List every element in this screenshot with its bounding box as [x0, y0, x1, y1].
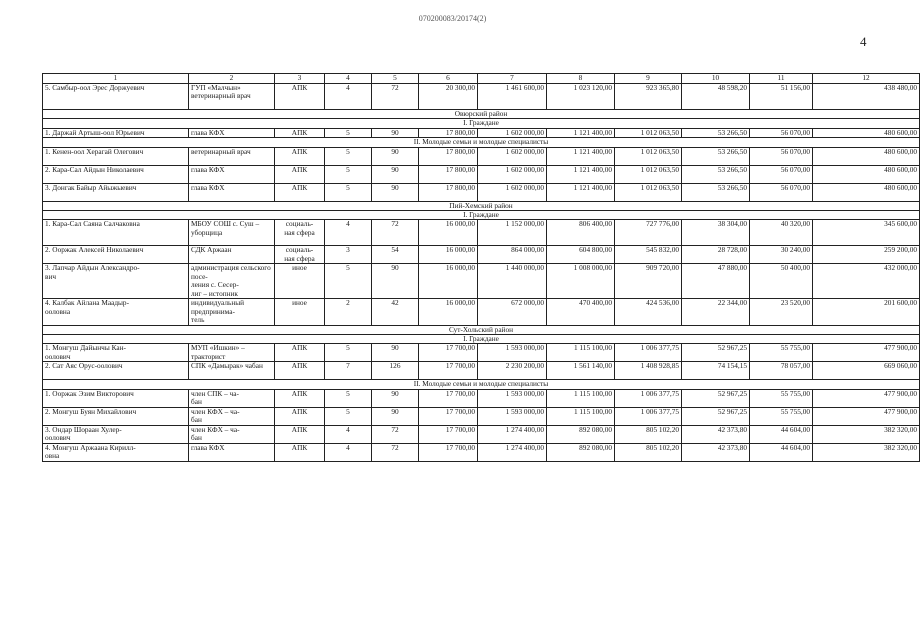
subsidy-local-cell: 51 156,00 [750, 84, 813, 110]
workplace-position-cell: администрация сельского посе- ления с. Сесер- лиг – истопник [189, 264, 275, 299]
cost-per-sqm-cell: 17 700,00 [419, 389, 478, 407]
section-heading-row [43, 119, 920, 128]
subsidy-budget-share-cell: 424 536,00 [615, 299, 682, 325]
column-number-6: 6 [419, 74, 478, 84]
area-sqm-cell: 90 [372, 264, 419, 299]
subsidy-regional-cell: 42 373,80 [682, 425, 750, 443]
subsidy-federal-cell: 1 115 100,00 [547, 407, 615, 425]
column-number-4: 4 [325, 74, 372, 84]
cost-per-sqm-cell: 17 700,00 [419, 425, 478, 443]
subsidy-local-cell: 55 755,00 [750, 344, 813, 362]
document-code: 070200083/20174(2) [418, 14, 487, 23]
workplace-position-cell: СДК Аржаан [189, 246, 275, 264]
family-members-cell: 4 [325, 220, 372, 246]
cost-per-sqm-cell: 17 700,00 [419, 344, 478, 362]
table-row [43, 389, 920, 407]
subsidy-federal-cell: 1 561 140,00 [547, 362, 615, 380]
table-row [43, 362, 920, 380]
subsidy-budget-share-cell: 1 012 063,50 [615, 147, 682, 165]
column-number-3: 3 [275, 74, 325, 84]
subsidy-regional-cell: 47 880,00 [682, 264, 750, 299]
subsidy-federal-cell: 892 080,00 [547, 443, 615, 461]
own-funds-cell: 480 600,00 [813, 147, 920, 165]
section-heading-row [43, 380, 920, 389]
subsidy-local-cell: 44 604,00 [750, 443, 813, 461]
subsidy-local-cell: 56 070,00 [750, 183, 813, 201]
subsidy-budget-share-cell: 1 408 928,85 [615, 362, 682, 380]
subsidy-budget-share-cell: 805 102,20 [615, 443, 682, 461]
subsidy-federal-cell: 1 008 000,00 [547, 264, 615, 299]
subsidy-regional-cell: 52 967,25 [682, 344, 750, 362]
register-table [42, 73, 920, 462]
cost-per-sqm-cell: 17 800,00 [419, 165, 478, 183]
subsidy-federal-cell: 1 115 100,00 [547, 344, 615, 362]
own-funds-cell: 480 600,00 [813, 165, 920, 183]
subsidy-budget-share-cell: 1 012 063,50 [615, 128, 682, 137]
cost-per-sqm-cell: 17 800,00 [419, 147, 478, 165]
area-sqm-cell: 72 [372, 220, 419, 246]
subsidy-local-cell: 50 400,00 [750, 264, 813, 299]
subsidy-budget-share-cell: 909 720,00 [615, 264, 682, 299]
cost-per-sqm-cell: 20 300,00 [419, 84, 478, 110]
total-cost-cell: 1 593 000,00 [478, 407, 547, 425]
subsidy-budget-share-cell: 1 006 377,75 [615, 344, 682, 362]
column-number-row [43, 74, 920, 84]
recipient-name-cell: 2. Кара-Сал Айдын Николаевич [43, 165, 189, 183]
area-sqm-cell: 54 [372, 246, 419, 264]
own-funds-cell: 669 060,00 [813, 362, 920, 380]
section-heading: Овюрский район [43, 110, 920, 119]
subsidy-local-cell: 56 070,00 [750, 147, 813, 165]
column-number-2: 2 [189, 74, 275, 84]
total-cost-cell: 2 230 200,00 [478, 362, 547, 380]
total-cost-cell: 1 152 000,00 [478, 220, 547, 246]
workplace-position-cell: МБОУ СОШ с. Суш – уборщица [189, 220, 275, 246]
total-cost-cell: 1 602 000,00 [478, 147, 547, 165]
column-number-7: 7 [478, 74, 547, 84]
subsidy-budget-share-cell: 727 776,00 [615, 220, 682, 246]
subsidy-regional-cell: 38 304,00 [682, 220, 750, 246]
subsidy-local-cell: 40 320,00 [750, 220, 813, 246]
subsidy-budget-share-cell: 805 102,20 [615, 425, 682, 443]
section-heading: I. Граждане [43, 335, 920, 344]
recipient-name-cell: 2. Ооржак Алексей Николаевич [43, 246, 189, 264]
recipient-name-cell: 3. Лапчар Айдын Александро- вич [43, 264, 189, 299]
section-heading-row [43, 138, 920, 147]
recipient-name-cell: 4. Калбак Айлана Маадыр- ооловна [43, 299, 189, 325]
subsidy-regional-cell: 22 344,00 [682, 299, 750, 325]
subsidy-federal-cell: 1 121 400,00 [547, 128, 615, 137]
cost-per-sqm-cell: 17 700,00 [419, 407, 478, 425]
subsidy-federal-cell: 892 080,00 [547, 425, 615, 443]
workplace-position-cell: глава КФХ [189, 128, 275, 137]
area-sqm-cell: 72 [372, 425, 419, 443]
own-funds-cell: 345 600,00 [813, 220, 920, 246]
page-number: 4 [860, 34, 867, 49]
subsidy-budget-share-cell: 923 365,80 [615, 84, 682, 110]
sector-cell: АПК [275, 84, 325, 110]
area-sqm-cell: 90 [372, 407, 419, 425]
sector-cell: АПК [275, 389, 325, 407]
cost-per-sqm-cell: 17 800,00 [419, 128, 478, 137]
cost-per-sqm-cell: 17 700,00 [419, 443, 478, 461]
workplace-position-cell: индивидуальный предпринима- тель [189, 299, 275, 325]
subsidy-budget-share-cell: 1 012 063,50 [615, 183, 682, 201]
total-cost-cell: 1 593 000,00 [478, 389, 547, 407]
area-sqm-cell: 90 [372, 128, 419, 137]
subsidy-local-cell: 55 755,00 [750, 389, 813, 407]
subsidy-budget-share-cell: 545 832,00 [615, 246, 682, 264]
workplace-position-cell: член СПК – ча- бан [189, 389, 275, 407]
total-cost-cell: 1 602 000,00 [478, 128, 547, 137]
subsidy-regional-cell: 53 266,50 [682, 128, 750, 137]
workplace-position-cell: глава КФХ [189, 165, 275, 183]
family-members-cell: 4 [325, 443, 372, 461]
family-members-cell: 5 [325, 407, 372, 425]
subsidy-local-cell: 30 240,00 [750, 246, 813, 264]
subsidy-regional-cell: 53 266,50 [682, 183, 750, 201]
sector-cell: АПК [275, 147, 325, 165]
workplace-position-cell: член КФХ – ча- бан [189, 407, 275, 425]
table-row [43, 344, 920, 362]
section-heading: II. Молодые семьи и молодые специалисты [43, 138, 920, 147]
area-sqm-cell: 42 [372, 299, 419, 325]
family-members-cell: 5 [325, 147, 372, 165]
sector-cell: АПК [275, 362, 325, 380]
column-number-10: 10 [682, 74, 750, 84]
recipient-name-cell: 4. Монгуш Аржаана Кирилл- овна [43, 443, 189, 461]
subsidy-federal-cell: 1 121 400,00 [547, 165, 615, 183]
family-members-cell: 5 [325, 389, 372, 407]
column-number-9: 9 [615, 74, 682, 84]
recipient-name-cell: 3. Ондар Шораан Хулер- оолович [43, 425, 189, 443]
cost-per-sqm-cell: 16 000,00 [419, 299, 478, 325]
recipient-name-cell: 5. Самбыр-оол Эрес Доржуевич [43, 84, 189, 110]
total-cost-cell: 1 593 000,00 [478, 344, 547, 362]
section-heading: Пий-Хемский район [43, 201, 920, 210]
total-cost-cell: 1 602 000,00 [478, 183, 547, 201]
subsidy-budget-share-cell: 1 006 377,75 [615, 389, 682, 407]
workplace-position-cell: член КФХ – ча- бан [189, 425, 275, 443]
cost-per-sqm-cell: 16 000,00 [419, 246, 478, 264]
sector-cell: социаль- ная сфера [275, 220, 325, 246]
section-heading: II. Молодые семьи и молодые специалисты [43, 380, 920, 389]
own-funds-cell: 480 600,00 [813, 183, 920, 201]
area-sqm-cell: 90 [372, 165, 419, 183]
subsidy-federal-cell: 1 121 400,00 [547, 147, 615, 165]
recipient-name-cell: 3. Донгак Байыр Айыжыевич [43, 183, 189, 201]
table-row [43, 220, 920, 246]
family-members-cell: 4 [325, 84, 372, 110]
sector-cell: АПК [275, 407, 325, 425]
table-row [43, 443, 920, 461]
family-members-cell: 4 [325, 425, 372, 443]
sector-cell: АПК [275, 344, 325, 362]
section-heading: Сут-Хольский район [43, 325, 920, 334]
workplace-position-cell: СПК «Дамырак» чабан [189, 362, 275, 380]
subsidy-regional-cell: 74 154,15 [682, 362, 750, 380]
recipient-name-cell: 2. Монгуш Буян Михайлович [43, 407, 189, 425]
recipient-name-cell: 1. Монгуш Дайынчы Кан- оолович [43, 344, 189, 362]
own-funds-cell: 480 600,00 [813, 128, 920, 137]
subsidy-regional-cell: 42 373,80 [682, 443, 750, 461]
recipient-name-cell: 1. Даржай Артыш-оол Юрьевич [43, 128, 189, 137]
workplace-position-cell: ГУП «Малчын» ветеринарный врач [189, 84, 275, 110]
total-cost-cell: 1 274 400,00 [478, 443, 547, 461]
total-cost-cell: 1 440 000,00 [478, 264, 547, 299]
subsidy-local-cell: 44 604,00 [750, 425, 813, 443]
total-cost-cell: 1 602 000,00 [478, 165, 547, 183]
table-row [43, 407, 920, 425]
column-number-8: 8 [547, 74, 615, 84]
workplace-position-cell: МУП «Ишкин» – тракторист [189, 344, 275, 362]
subsidy-federal-cell: 1 115 100,00 [547, 389, 615, 407]
area-sqm-cell: 72 [372, 443, 419, 461]
sector-cell: социаль- ная сфера [275, 246, 325, 264]
column-number-5: 5 [372, 74, 419, 84]
own-funds-cell: 382 320,00 [813, 425, 920, 443]
total-cost-cell: 1 461 600,00 [478, 84, 547, 110]
own-funds-cell: 477 900,00 [813, 407, 920, 425]
area-sqm-cell: 126 [372, 362, 419, 380]
family-members-cell: 3 [325, 246, 372, 264]
family-members-cell: 5 [325, 344, 372, 362]
own-funds-cell: 477 900,00 [813, 344, 920, 362]
workplace-position-cell: ветеринарный врач [189, 147, 275, 165]
table-row [43, 147, 920, 165]
area-sqm-cell: 90 [372, 147, 419, 165]
own-funds-cell: 432 000,00 [813, 264, 920, 299]
subsidy-federal-cell: 604 800,00 [547, 246, 615, 264]
subsidy-local-cell: 23 520,00 [750, 299, 813, 325]
own-funds-cell: 438 480,00 [813, 84, 920, 110]
cost-per-sqm-cell: 16 000,00 [419, 264, 478, 299]
sector-cell: иное [275, 264, 325, 299]
subsidy-federal-cell: 470 400,00 [547, 299, 615, 325]
own-funds-cell: 477 900,00 [813, 389, 920, 407]
sector-cell: АПК [275, 165, 325, 183]
column-number-11: 11 [750, 74, 813, 84]
table-row [43, 165, 920, 183]
family-members-cell: 7 [325, 362, 372, 380]
own-funds-cell: 382 320,00 [813, 443, 920, 461]
workplace-position-cell: глава КФХ [189, 443, 275, 461]
subsidy-budget-share-cell: 1 006 377,75 [615, 407, 682, 425]
subsidy-federal-cell: 1 023 120,00 [547, 84, 615, 110]
subsidy-federal-cell: 806 400,00 [547, 220, 615, 246]
subsidy-regional-cell: 48 598,20 [682, 84, 750, 110]
subsidy-regional-cell: 52 967,25 [682, 407, 750, 425]
own-funds-cell: 259 200,00 [813, 246, 920, 264]
sector-cell: АПК [275, 128, 325, 137]
recipient-name-cell: 1. Кара-Сал Саяна Салчаковна [43, 220, 189, 246]
cost-per-sqm-cell: 16 000,00 [419, 220, 478, 246]
table-row [43, 264, 920, 299]
section-heading: I. Граждане [43, 211, 920, 220]
recipient-name-cell: 1. Кенен-оол Херагай Олегович [43, 147, 189, 165]
subsidy-local-cell: 55 755,00 [750, 407, 813, 425]
family-members-cell: 5 [325, 264, 372, 299]
area-sqm-cell: 72 [372, 84, 419, 110]
total-cost-cell: 864 000,00 [478, 246, 547, 264]
subsidy-local-cell: 78 057,00 [750, 362, 813, 380]
recipient-name-cell: 1. Ооржак Эзим Викторович [43, 389, 189, 407]
subsidy-regional-cell: 53 266,50 [682, 147, 750, 165]
column-number-1: 1 [43, 74, 189, 84]
table-row [43, 299, 920, 325]
table-body [43, 84, 920, 462]
family-members-cell: 5 [325, 183, 372, 201]
family-members-cell: 2 [325, 299, 372, 325]
total-cost-cell: 1 274 400,00 [478, 425, 547, 443]
subsidy-local-cell: 56 070,00 [750, 128, 813, 137]
table-row [43, 425, 920, 443]
subsidy-regional-cell: 52 967,25 [682, 389, 750, 407]
area-sqm-cell: 90 [372, 389, 419, 407]
table-row [43, 84, 920, 110]
own-funds-cell: 201 600,00 [813, 299, 920, 325]
sector-cell: АПК [275, 183, 325, 201]
family-members-cell: 5 [325, 128, 372, 137]
subsidy-regional-cell: 28 728,00 [682, 246, 750, 264]
sector-cell: АПК [275, 425, 325, 443]
sector-cell: АПК [275, 443, 325, 461]
cost-per-sqm-cell: 17 700,00 [419, 362, 478, 380]
area-sqm-cell: 90 [372, 183, 419, 201]
workplace-position-cell: глава КФХ [189, 183, 275, 201]
column-number-12: 12 [813, 74, 920, 84]
area-sqm-cell: 90 [372, 344, 419, 362]
table-row [43, 246, 920, 264]
table-row [43, 183, 920, 201]
sector-cell: иное [275, 299, 325, 325]
subsidy-budget-share-cell: 1 012 063,50 [615, 165, 682, 183]
cost-per-sqm-cell: 17 800,00 [419, 183, 478, 201]
recipient-name-cell: 2. Сат Аяс Орус-оолович [43, 362, 189, 380]
section-heading: I. Граждане [43, 119, 920, 128]
total-cost-cell: 672 000,00 [478, 299, 547, 325]
subsidy-federal-cell: 1 121 400,00 [547, 183, 615, 201]
subsidy-local-cell: 56 070,00 [750, 165, 813, 183]
family-members-cell: 5 [325, 165, 372, 183]
subsidy-regional-cell: 53 266,50 [682, 165, 750, 183]
